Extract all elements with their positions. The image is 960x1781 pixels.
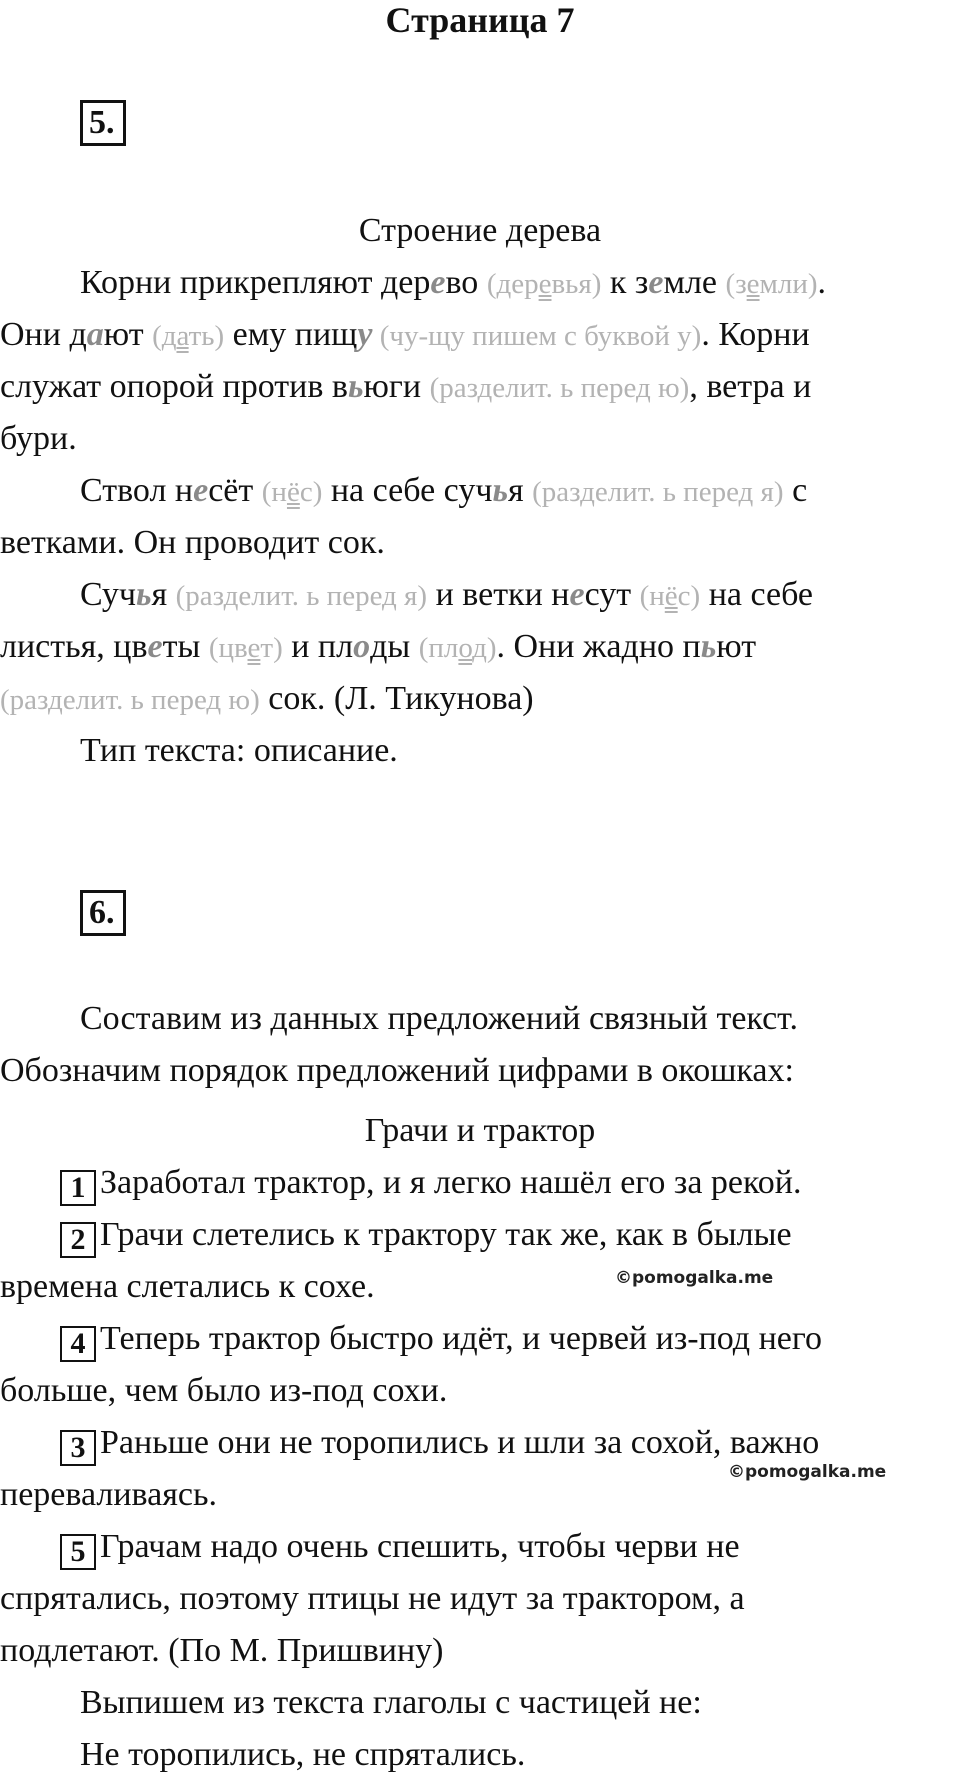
list-item: 2 Грачи слетелись к трактору так же, как в былые: [0, 1209, 960, 1261]
task-6-heading: Грачи и трактор: [364, 1112, 596, 1149]
watermark: ©pomogalka.me: [615, 1268, 774, 1288]
list-item-cont: подлетают. (По М. Пришвину): [0, 1632, 444, 1669]
task-5-heading: Строение дерева: [358, 212, 602, 249]
list-item: 3 Раньше они не торопились и шли за сохой, важно: [0, 1417, 960, 1469]
text-line: листья, цветы (цвет) и плоды (плод). Они жадно пьют: [0, 628, 757, 665]
text-line: Корни прикрепляют дерево (деревья) к земле (земли).: [80, 264, 827, 301]
text-line: Ствол несёт (нёс) на себе сучья (разделит. ь перед я) с: [80, 472, 808, 509]
verbs-prompt: Выпишем из текста глаголы с частицей не:: [80, 1684, 702, 1721]
list-item-cont: больше, чем было из-под сохи.: [0, 1372, 448, 1409]
text-line: (разделит. ь перед ю) сок. (Л. Тикунова): [0, 680, 534, 717]
text-type-line: Тип текста: описание.: [80, 732, 398, 769]
text-line: бури.: [0, 420, 77, 457]
list-item-cont: спрятались, поэтому птицы не идут за трактором, а: [0, 1580, 745, 1617]
text-line: ветками. Он проводит сок.: [0, 524, 385, 561]
order-box: 1: [60, 1170, 96, 1206]
order-box: 2: [60, 1222, 96, 1258]
list-item: 4 Теперь трактор быстро идёт, и червей из-под него: [0, 1313, 960, 1365]
list-item-cont: переваливаясь.: [0, 1476, 217, 1513]
list-item: 1 Заработал трактор, и я легко нашёл его за рекой.: [0, 1157, 960, 1209]
verbs-answer: Не торопились, не спрятались.: [80, 1736, 526, 1773]
order-box: 3: [60, 1430, 96, 1466]
watermark: ©pomogalka.me: [728, 1462, 887, 1482]
task-6-intro: Составим из данных предложений связный текст.: [80, 1000, 798, 1037]
task-5-number: 5.: [80, 100, 126, 146]
order-box: 4: [60, 1326, 96, 1362]
list-item: 5 Грачам надо очень спешить, чтобы черви не: [0, 1521, 960, 1573]
page-title: Страница 7: [385, 0, 575, 40]
text-line: служат опорой против вьюги (разделит. ь перед ю), ветра и: [0, 368, 812, 405]
order-box: 5: [60, 1534, 96, 1570]
task-6-intro: Обозначим порядок предложений цифрами в окошках:: [0, 1052, 794, 1089]
task-6-number: 6.: [80, 890, 126, 936]
list-item-cont: времена слетались к сохе.: [0, 1268, 375, 1305]
text-line: Они дают (дать) ему пищу (чу-щу пишем с буквой у). Корни: [0, 316, 810, 353]
text-line: Сучья (разделит. ь перед я) и ветки несут (нёс) на себе: [80, 576, 814, 613]
